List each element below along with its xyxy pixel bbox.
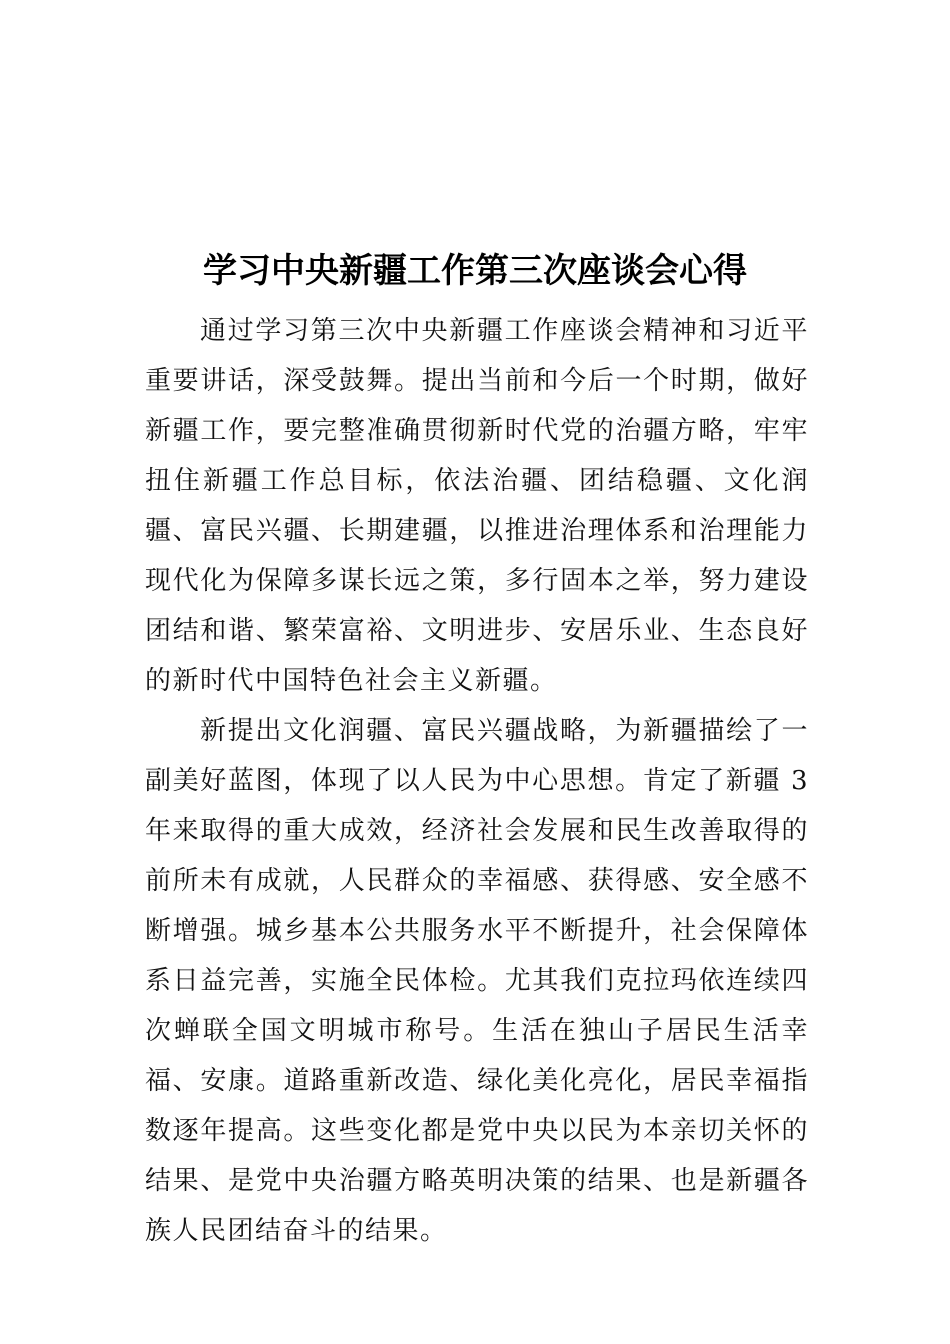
document-title: 学习中央新疆工作第三次座谈会心得 (203, 250, 747, 291)
paragraph-2: 新提出文化润疆、富民兴疆战略，为新疆描绘了一副美好蓝图，体现了以人民为中心思想。肯定了新疆 3 年来取得的重大成效，经济社会发展和民生改善取得的前所未有成就，人民群众的幸福感、获得感、安全感不断增强。城乡基本公共服务水平不断提升，社会保障体系日益完善，实施全民体检。尤其我们克拉玛依连续四次蝉联全国文明城市称号。生活在独山子居民生活幸福、安康。道路重新改造、绿化美化亮化，居民幸福指数逐年提高。这些变化都是党中央以民为本亲切关怀的结果、是党中央治疆方略英明决策的结果、也是新疆各族人民团结奋斗的结果。 (145, 716, 809, 1246)
document-body (145, 306, 809, 1256)
paragraph-1: 通过学习第三次中央新疆工作座谈会精神和习近平重要讲话，深受鼓舞。提出当前和今后一个时期，做好新疆工作，要完整准确贯彻新时代党的治疆方略，牢牢扭住新疆工作总目标，依法治疆、团结稳疆、文化润疆、富民兴疆、长期建疆，以推进治理体系和治理能力现代化为保障多谋长远之策，多行固本之举，努力建设团结和谐、繁荣富裕、文明进步、安居乐业、生态良好的新时代中国特色社会主义新疆。 (145, 316, 809, 696)
